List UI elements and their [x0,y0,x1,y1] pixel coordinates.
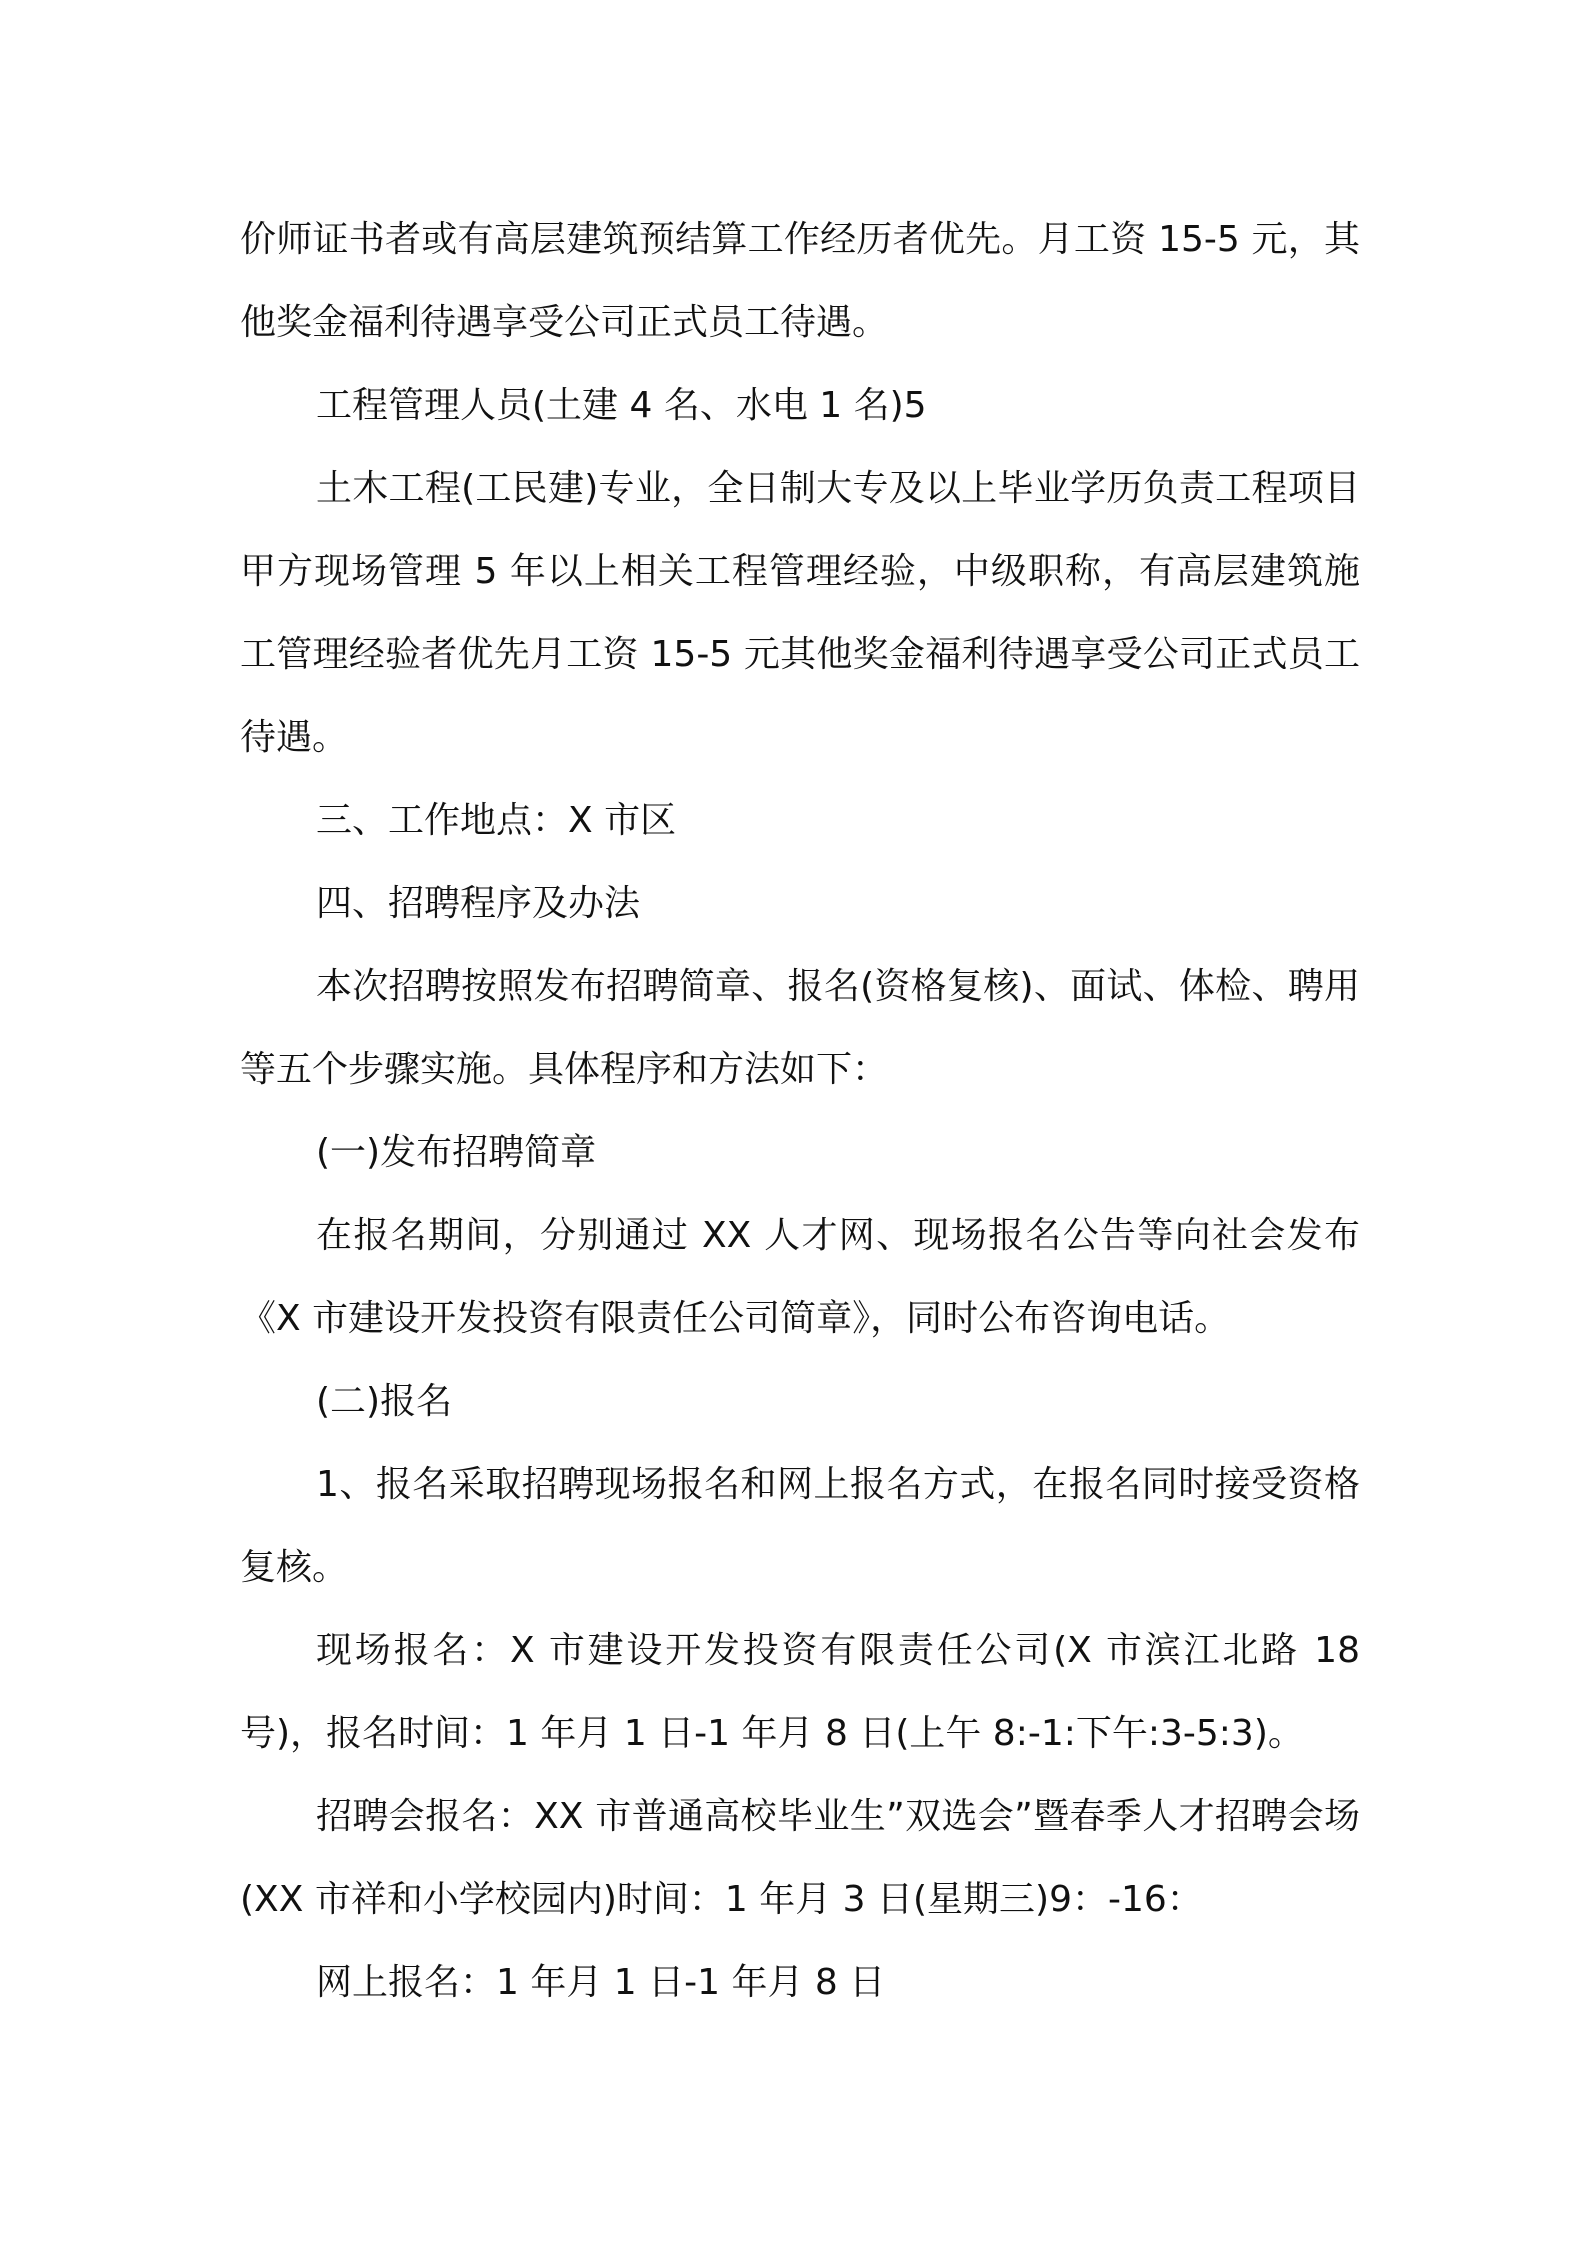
paragraph-onsite-registration: 现场报名：X 市建设开发投资有限责任公司(X 市滨江北路 18 号)，报名时间：1 年月 1 日-1 年月 8 日(上午 8:-1:下午:3-5:3)。 [240,1630,1360,1754]
section-heading-recruitment-procedure: 四、招聘程序及办法 [316,883,641,924]
paragraph-procedure-overview: 本次招聘按照发布招聘简章、报名(资格复核)、面试、体检、聘用等五个步骤实施。具体程序和方法如下： [240,966,1360,1090]
paragraph-salary-continuation: 价师证书者或有高层建筑预结算工作经历者优先。月工资 15-5 元，其他奖金福利待遇享受公司正式员工待遇。 [240,219,1360,343]
paragraph-publish-notice: 在报名期间，分别通过 XX 人才网、现场报名公告等向社会发布《X 市建设开发投资有限责任公司简章》，同时公布咨询电话。 [240,1215,1360,1339]
subheading-registration: (二)报名 [316,1381,453,1422]
paragraph-position-requirements: 土木工程(工民建)专业，全日制大专及以上毕业学历负责工程项目甲方现场管理 5 年以上相关工程管理经验，中级职称，有高层建筑施工管理经验者优先月工资 15-5 元其他奖金福利待遇享受公司正式员工待遇。 [240,468,1360,758]
section-heading-work-location: 三、工作地点：X 市区 [316,800,677,841]
document-body [240,198,1360,2024]
paragraph-job-fair-registration: 招聘会报名：XX 市普通高校毕业生”双选会”暨春季人才招聘会场(XX 市祥和小学校园内)时间：1 年月 3 日(星期三)9：-16： [240,1796,1360,1920]
paragraph-online-registration: 网上报名：1 年月 1 日-1 年月 8 日 [316,1962,886,2003]
paragraph-registration-method: 1、报名采取招聘现场报名和网上报名方式，在报名同时接受资格复核。 [240,1464,1360,1588]
paragraph-position-title: 工程管理人员(土建 4 名、水电 1 名)5 [316,385,927,426]
subheading-publish-notice: (一)发布招聘简章 [316,1132,597,1173]
